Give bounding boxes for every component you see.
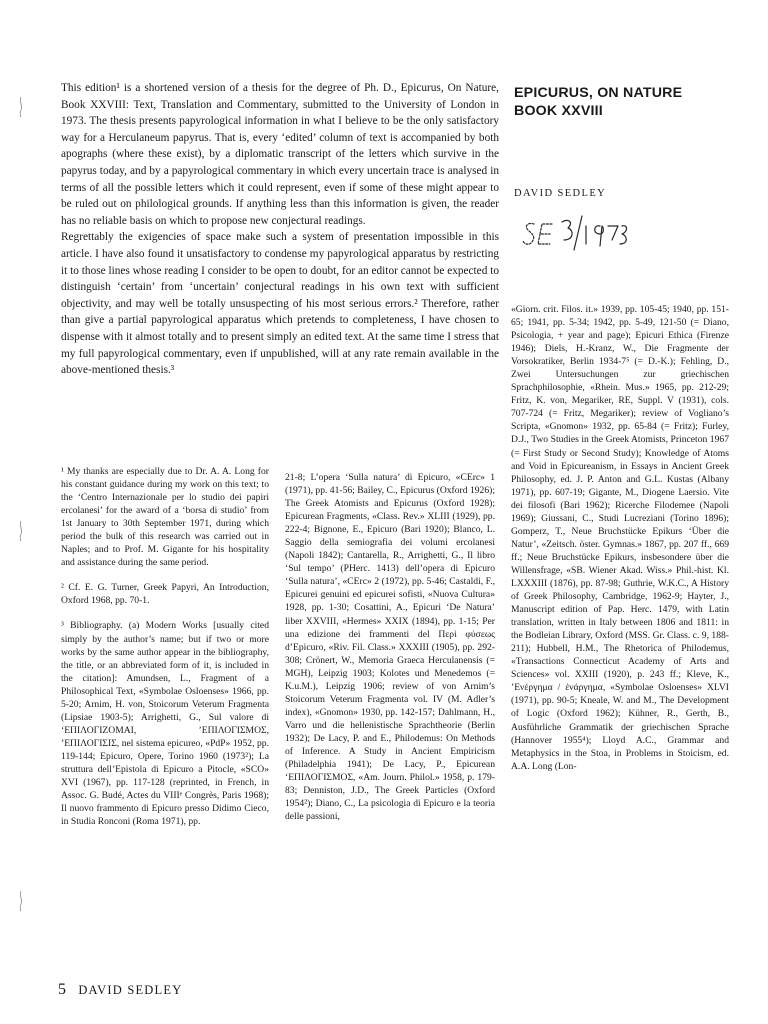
footnote-2: ² Cf. E. G. Turner, Greek Papyri, An Introduction, Oxford 1968, pp. 70-1.	[61, 582, 269, 607]
margin-mark-middle	[18, 520, 24, 542]
footnote-1: ¹ My thanks are especially due to Dr. A. A. Long for his constant guidance during my work on this text; to the ‘Centro Internazionale per lo studio dei papiri ercolanesi’ for the award of a ‘borsa di studio’ from 1st January to 30th September 1971, during which period the bulk of this research was carried out in Naples; and to Prof. M. Gigante for his hospitality and assistance during the same period.	[61, 466, 269, 569]
footnote-3-part-1: ³ Bibliography. (a) Modern Works [usually cited simply by the author’s name; but if two or more works by the same author appear in the bibliography, the title, or an abbreviated form of it, is included in the citation]: Amundsen, L., Fragment of a Philosophical Text, «Symbolae Osloenses» 1966, pp. 5-20; Arnim, H. von, Stoicorum Veterum Fragmenta (Lipsiae 1903-5); Arrighetti, G., Sul valore di ‘ΕΠΙΛΟΓΙΖΟΜΑΙ, ’ΕΠΙΛΟΓΙΣΜΟΣ, ’ΕΠΙΛΟΓΙΣΙΣ, nel sistema epicureo, «PdP» 1952, pp. 119-144; Epicuro, Opere, Torino 1960 (1973²); La struttura dell’Epistola di Epicuro a Pitocle, «SCO» XVI (1967), pp. 117-128 (reprinted, in French, in Assoc. G. Budé, Actes du VIIIᵉ Congrès, Paris 1968); Il nuovo frammento di Epicuro presso Didimo Cieco, in Studia Ronconi (Roma 1971), pp.	[61, 620, 269, 828]
footnotes-column-1	[61, 465, 269, 828]
handwritten-annotation	[520, 210, 630, 258]
article-title-line-1: EPICURUS, ON NATURE	[514, 85, 683, 101]
article-title-line-2: BOOK XXVIII	[514, 103, 603, 119]
paragraph-1: This edition¹ is a shortened version of a thesis for the degree of Ph. D., Epicurus, On Nature, Book XXVIII: Text, Translation and Commentary, submitted to the University of London in 1973. The thesis presents papyrological information in what I believe to be the only satisfactory way for a Herculaneum papyrus. That is, every ‘edited’ column of text is accompanied by both apographs (where these exist), by a diplomatic transcript of the letters which survive in the papyrus today, and by a papyrological commentary in which every uncertain trace is analysed in terms of all the possible letters which it could represent, even if some of these might appear to be ruled out on philological grounds. If anything less than this information is given, the reader has no reliable basis on which to propose new conjectural readings.	[61, 82, 499, 227]
running-head: DAVID SEDLEY	[78, 983, 183, 997]
margin-mark-top	[18, 96, 24, 118]
page-footer	[58, 981, 182, 999]
main-text	[61, 80, 499, 379]
footnotes-column-2	[285, 471, 495, 823]
margin-mark-bottom	[18, 890, 24, 912]
paragraph-2: Regrettably the exigencies of space make such a system of presentation impossible in this article. I have also found it unsatisfactory to condense my papyrological apparatus by restricting it to those lines whose reading I consider to be open to doubt, for an editor cannot be expected to distinguish ‘certain’ from ‘uncertain’ conjectural readings in his own text with sufficient objectivity, and may well be totally unsuspecting of his most serious errors.² Therefore, rather than give a partial papyrological apparatus which pretends to completeness, I have chosen to dispense with it almost totally and to present simply an edited text. At the same time I stress that my full papyrological commentary, even if unpublished, will at any rate remain available in the above-mentioned thesis.³	[61, 231, 499, 377]
author-name: DAVID SEDLEY	[514, 188, 607, 199]
footnote-3-part-3: «Giorn. crit. Filos. it.» 1939, pp. 105-45; 1940, pp. 151-65; 1941, pp. 5-34; 1942, pp. 5-49, 121-50 (= Diano, Psicologia, + year and page); Epicuri Ethica (Firenze 1946); Diels, H.-Kranz, W., Die Fragmente der Vorsokratiker, Berlin 1934-7⁵ (= D.-K.); Fehling, D., Zwei Untersuchungen zur griechischen Sprachphilosophie, «Rhein. Mus.» 1965, pp. 212-29; Fritz, K. von, Megariker, RE, Suppl. V (1931), cols. 707-724 (= Fritz, Megariker); review of Vogliano’s Scripta, «Gnomon» 1932, pp. 65-84 (= Fritz); Furley, D.J., Two Studies in the Greek Atomists, Princeton 1967 (= First Study or Second Study); Knowledge of Atoms and Void in Epicureanism, in Essays in Ancient Greek Philosophy, ed. J. P. Anton and G.L. Kustas (Albany 1971), pp. 607-19; Gigante, M., Diogene Laersio. Vite dei filosofi (Bari 1962); Ricerche Filodemee (Napoli 1969); Giussani, C., Studi Lucreziani (Torino 1896); Gomperz, T., Neue Bruchstücke Epikurs ‘Über die Natur’, «Zeitsch. öster. Gymnas.» 1867, pp. 207 ff., 669 ff.; Neue Bruchstücke Epikurs, insbesondere über die Willensfrage, «SB. Wiener Akad. Wiss.» Phil.-hist. Kl. LXXXIII (1876), pp. 87-98; Guthrie, W.K.C., A History of Greek Philosophy, Cambridge, 1962-9; Hayter, J., Manuscript edition of Pap. Herc. 1479, with Latin translation, written in Italy between 1806 and 1811: in the Bodleian Library, Oxford (MSS. Gr. Class. c. 9, 188-211); Hubbell, H.M., The Rhetorica of Philodemus, «Transactions Connecticut Academy of Arts and Sciences» vol. XXIII (1920), p. 243 ff.; Kleve, K., ’Ενέργημα / ἐνάργημα, «Symbolae Osloenses» XLVI (1971), pp. 90-5; Kneale, W. and M., The Development of Logic (Oxford 1962); Kühner, R., Gerth, B., Ausführliche Grammatik der griechischen Sprache (Hannover 1955⁴); Lloyd A.C., Grammar and Metaphysics in the Stoa, in Problems in Stoicism, ed. A.A. Long (Lon-	[511, 304, 729, 772]
article-title	[514, 84, 714, 120]
footnote-3-part-2: 21-8; L’opera ‘Sulla natura’ di Epicuro, «CErc» 1 (1971), pp. 41-56; Bailey, C., Epicurus (Oxford 1926); The Greek Atomists and Epicurus (Oxford 1928); Epicurean Fragments, «Class. Rev.» XLIII (1929), pp. 222-4; Bignone, E., Epicuro (Bari 1920); Blanco, L. Saggio della semiografia dei volumi ercolanesi (Napoli 1842); Cantarella, R., Arrighetti, G., Il libro ‘Sul tempo’ (PHerc. 1413) dell’opera di Epicuro ‘Sulla natura’, «CErc» 2 (1972), pp. 5-46; Castaldi, F., Epicurei genuini ed epicurei sofisti, «Nuova Cultura» 1928, pp. 1-30; Cosattini, A., Epicuri ‘De Natura’ liber XXVIII, «Hermes» XXIX (1894), pp. 1-15; Per una edizione dei frammenti del Περὶ φύσεως d’Epicuro, «Riv. Fil. Class.» XXXIII (1905), pp. 292-308; Crönert, W., Memoria Graeca Herculanensis (= MGH), Leipzig 1903; Kolotes und Menedemos (= K.u.M.), Leipzig 1906; review of von Arnim’s Stoicorum Veterum Fragmenta vol. IV (M. Adler’s index), «Gnomon» 1930, pp. 142-157; Dahlmann, H., Varro und die hellenistische Sprachtheorie (Berlin 1932); De Lacy, P. and E., Philodemus: On Methods of Inference. A Study in Ancient Empiricism (Philadelphia 1941); De Lacy, P., Epicurean ‘ΕΠΙΛΟΓΙΣΜΟΣ, «Am. Journ. Philol.» 1958, p. 179-83; Denniston, J.D., The Greek Particles (Oxford 1954²); Diano, C., La psicologia di Epicuro e la teoria delle passioni,	[285, 472, 495, 823]
page-number: 5	[58, 981, 66, 998]
footnotes-column-3	[511, 303, 729, 773]
